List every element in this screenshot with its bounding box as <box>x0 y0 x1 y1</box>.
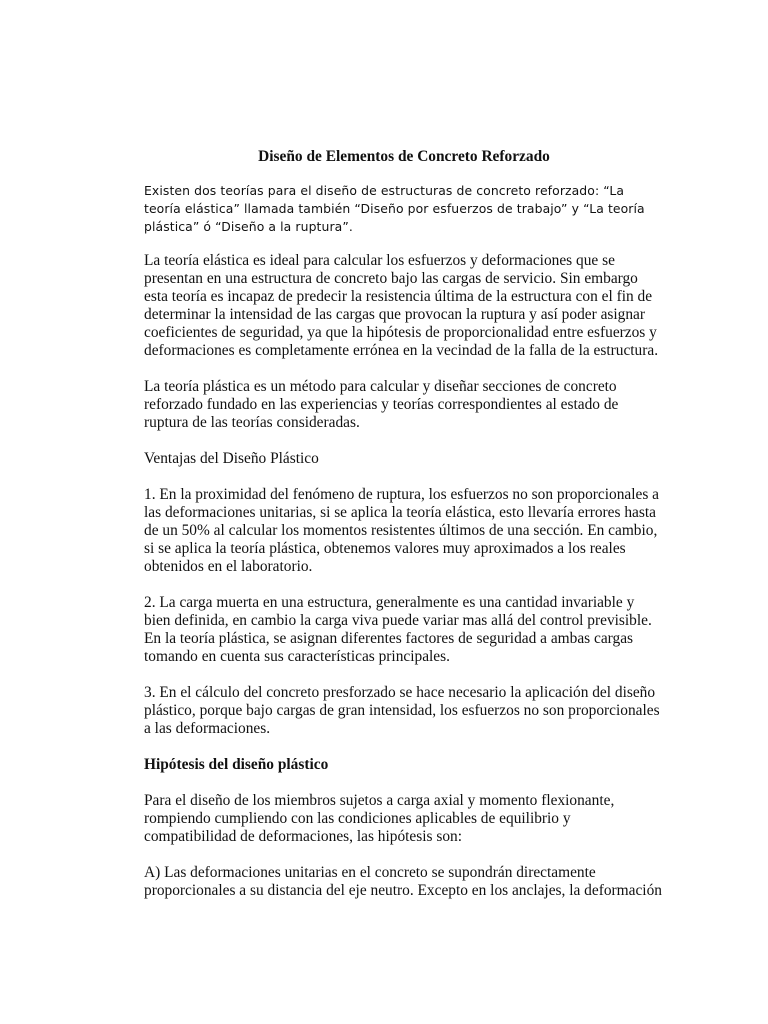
hipotesis-intro-paragraph: Para el diseño de los miembros sujetos a carga axial y momento flexionante, rompiendo cumpliendo con las condiciones aplicables de equilibrio y compatibilidad de deformaciones, las hipótesis son: <box>144 792 615 845</box>
ventaja-item-3: 3. En el cálculo del concreto presforzado se hace necesario la aplicación del diseño plástico, porque bajo cargas de gran intensidad, los esfuerzos no son proporcionales a las deformaciones. <box>144 684 660 737</box>
elastic-theory-paragraph: La teoría elástica es ideal para calcular los esfuerzos y deformaciones que se presentan en una estructura de concreto bajo las cargas de servicio. Sin embargo esta teoría es incapaz de predecir la resistencia última de la estructura con el fin de determinar la intensidad de las cargas que provocan la ruptura y así poder asignar coeficientes de seguridad, ya que la hipótesis de proporcionalidad entre esfuerzos y deformaciones es completamente errónea en la vecindad de la falla de la estructura. <box>144 252 659 359</box>
plastic-theory-paragraph: La teoría plástica es un método para calcular y diseñar secciones de concreto reforzado fundado en las experiencias y teorías correspondientes al estado de ruptura de las teorías consideradas. <box>144 378 619 431</box>
intro-paragraph: Existen dos teorías para el diseño de estructuras de concreto reforzado: “La teoría elástica” llamada también “Diseño por esfuerzos de trabajo” y “La teoría plástica” ó “Diseño a la ruptura”. <box>144 183 645 234</box>
hipotesis-heading: Hipótesis del diseño plástico <box>144 756 329 773</box>
document-title: Diseño de Elementos de Concreto Reforzado <box>258 148 550 165</box>
document-body <box>144 148 664 918</box>
ventaja-item-1: 1. En la proximidad del fenómeno de ruptura, los esfuerzos no son proporcionales a las deformaciones unitarias, si se aplica la teoría elástica, esto llevaría errores hasta de un 50% al calcular los momentos resistentes últimos de una sección. En cambio, si se aplica la teoría plástica, obtenemos valores muy aproximados a los reales obtenidos en el laboratorio. <box>144 486 660 575</box>
hipotesis-a-paragraph: A) Las deformaciones unitarias en el concreto se supondrán directamente proporcionales a su distancia del eje neutro. Excepto en los anclajes, la deformación <box>144 864 662 899</box>
ventajas-heading: Ventajas del Diseño Plástico <box>144 450 319 467</box>
ventaja-item-2: 2. La carga muerta en una estructura, generalmente es una cantidad invariable y bien definida, en cambio la carga viva puede variar mas allá del control previsible. En la teoría plástica, se asignan diferentes factores de seguridad a ambas cargas tomando en cuenta sus características principales. <box>144 594 652 665</box>
